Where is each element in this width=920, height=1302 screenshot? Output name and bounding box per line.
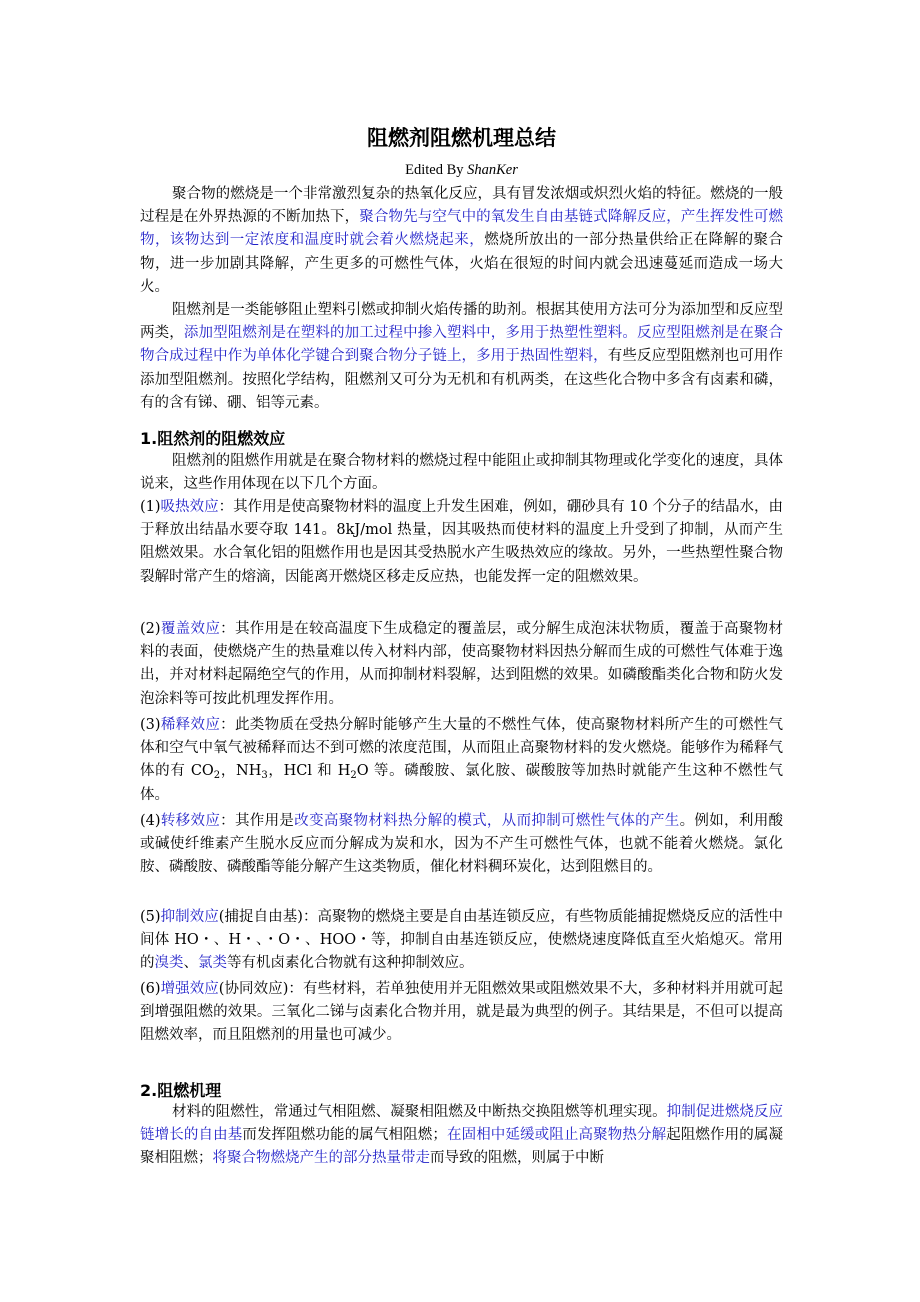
item-highlight-2: 氯类 xyxy=(198,955,227,972)
effect-item-4 xyxy=(140,810,783,880)
section-1-intro: 阻燃剂的阻燃作用就是在聚合物材料的燃烧过程中能阻止或抑制其物理或化学变化的速度，具体说来，这些作用体现在以下几个方面。 xyxy=(140,453,783,493)
byline-author: ShanKer xyxy=(467,162,518,178)
item-text-a: ：此类物质在受热分解时能够产生大量的不燃性气体，使高聚物材料所产生的可燃性气体和空气中氧气被稀释而达不到可燃的浓度范围，从而阻止高聚物材料的发火燃烧。能够作为稀释气体的有 CO xyxy=(140,717,784,780)
s2-text-d: 而导致的阻燃，则属于中断 xyxy=(430,1150,604,1167)
item-name: 增强效应 xyxy=(160,981,219,997)
s2-text-c: 起阻燃作用的属凝聚相阻燃； xyxy=(140,1127,784,1167)
p1-text-a: 聚合物的燃烧是一个非常激烈复杂的热氧化反应，具有冒发浓烟或炽烈火焰的特征。燃烧的一般过程是在外界热源的不断加热下， xyxy=(140,186,783,226)
effect-item-1 xyxy=(140,496,783,589)
item-text-b: 等有机卤素化合物就有这种抑制效应。 xyxy=(227,955,474,972)
s2-highlight-1: 抑制促进燃烧反应链增长的自由基 xyxy=(140,1104,783,1144)
item-text-a: (捕捉自由基)：高聚物的燃烧主要是自由基连锁反应，有些物质能捕捉燃烧反应的活性中间体 HO・、H・、・O・、HOO・等，抑制自由基连锁反应，使燃烧速度降低直至火焰熄灭。常用的 xyxy=(140,909,784,972)
item-text-c: ，HCl 和 H xyxy=(267,763,351,780)
subscript: 3 xyxy=(261,770,268,782)
p2-text-c: 有些反应型阻燃剂也可用作添加型阻燃剂。按照化学结构，阻燃剂又可分为无机和有机两类，在这些化合物中多含有卤素和磷，有的含有锑、硼、铝等元素。 xyxy=(140,348,783,411)
intro-paragraph-1 xyxy=(140,183,783,299)
s2-highlight-2: 在固相中延缓或阻止高聚物热分解 xyxy=(446,1127,667,1144)
item-highlight: 改变高聚物材料热分解的模式，从而抑制可燃性气体的产生 xyxy=(294,813,680,829)
subscript: 2 xyxy=(350,770,357,782)
item-separator: 、 xyxy=(183,955,198,972)
item-number: (2) xyxy=(140,621,161,637)
item-text-a: ：其作用是 xyxy=(220,813,295,829)
item-number: (3) xyxy=(140,717,161,733)
p2-text-a: 阻燃剂是一类能够阻止塑料引燃或抑制火焰传播的助剂。根据其使用方法可分为添加型和反应型两类， xyxy=(140,302,783,342)
item-name: 覆盖效应 xyxy=(160,621,221,637)
item-name: 抑制效应 xyxy=(160,909,219,925)
item-number: (5) xyxy=(140,909,161,925)
subscript: 2 xyxy=(213,770,221,782)
byline-prefix: Edited By xyxy=(405,162,468,178)
effect-item-5 xyxy=(140,906,783,976)
s2-highlight-3: 将聚合物燃烧产生的部分热量带走 xyxy=(212,1150,430,1167)
effect-item-2 xyxy=(140,618,783,711)
item-number: (6) xyxy=(140,981,161,997)
item-text: (协同效应)：有些材料，若单独使用并无阻燃效果或阻燃效果不大，多种材料并用就可起到增强阻燃的效果。三氧化二锑与卤素化合物并用，就是最为典型的例子。其结果是，不但可以提高阻燃效率，而且阻燃剂的用量也可减少。 xyxy=(140,981,784,1044)
effect-item-3 xyxy=(140,714,783,807)
p1-text-c: 燃烧所放出的一部分热量供给正在降解的聚合物，进一步加剧其降解，产生更多的可燃性气体，火焰在很短的时间内就会迅速蔓延而造成一场大火。 xyxy=(140,232,784,295)
item-name: 吸热效应 xyxy=(160,499,219,515)
item-text-b: 。例如，利用酸或碱使纤维素产生脱水反应而分解成为炭和水，因为不产生可燃性气体，也就不能着火燃烧。氯化胺、磷酸胺、磷酸酯等能分解产生这类物质，催化材料稠环炭化，达到阻燃目的。 xyxy=(140,813,784,876)
item-text-d: O 等。磷酸胺、氯化胺、碳酸胺等加热时就能产生这种不燃性气体。 xyxy=(140,763,783,803)
p1-highlight: 聚合物先与空气中的氧发生自由基链式降解反应，产生挥发性可燃物，该物达到一定浓度和温度时就会着火燃烧起来， xyxy=(140,209,784,249)
s2-text-a: 材料的阻燃性，常通过气相阻燃、凝聚相阻燃及中断热交换阻燃等机理实现。 xyxy=(172,1104,667,1120)
section-2-heading: 2.阻燃机理 xyxy=(140,1081,222,1100)
item-number: (1) xyxy=(140,499,161,515)
p2-highlight: 添加型阻燃剂是在塑料的加工过程中掺入塑料中，多用于热塑性塑料。反应型阻燃剂是在聚合物合成过程中作为单体化学键合到聚合物分子链上，多用于热固性塑料， xyxy=(140,325,784,365)
section-2-paragraph xyxy=(140,1101,783,1171)
document-title: 阻燃剂阻燃机理总结 xyxy=(367,126,556,150)
item-highlight-1: 溴类 xyxy=(154,955,184,972)
byline xyxy=(140,162,783,179)
item-number: (4) xyxy=(140,813,161,829)
effect-item-6 xyxy=(140,978,783,1048)
section-1-heading: 1.阻然剂的阻燃效应 xyxy=(140,429,286,448)
item-name: 稀释效应 xyxy=(160,717,221,733)
item-name: 转移效应 xyxy=(160,813,221,829)
item-text-b: ，NH xyxy=(220,763,262,780)
item-text: ：其作用是使高聚物材料的温度上升发生困难，例如，硼砂具有 10 个分子的结晶水，由于释放出结晶水要夺取 141。8kJ/mol 热量，因其吸热而使材料的温度上升受到了抑制，从而产生阻燃效果。水合氧化铝的阻燃作用也是因其受热脱水产生吸热效应的缘故。另外，一些热塑性聚合物裂解时常产生的熔滴，因能离开燃烧区移走反应热，也能发挥一定的阻燃效果。 xyxy=(140,499,784,585)
item-text: ：其作用是在较高温度下生成稳定的覆盖层，或分解生成泡沫状物质，覆盖于高聚物材料的表面，使燃烧产生的热量难以传入材料内部，使高聚物材料因热分解而生成的可燃性气体难于逸出，并对材料起隔绝空气的作用，从而抑制材料裂解，达到阻燃的效果。如磷酸酯类化合物和防火发泡涂料等可按此机理发挥作用。 xyxy=(140,621,784,707)
intro-paragraph-2 xyxy=(140,299,783,415)
s2-text-b: 而发挥阻燃功能的属气相阻燃； xyxy=(242,1127,447,1144)
